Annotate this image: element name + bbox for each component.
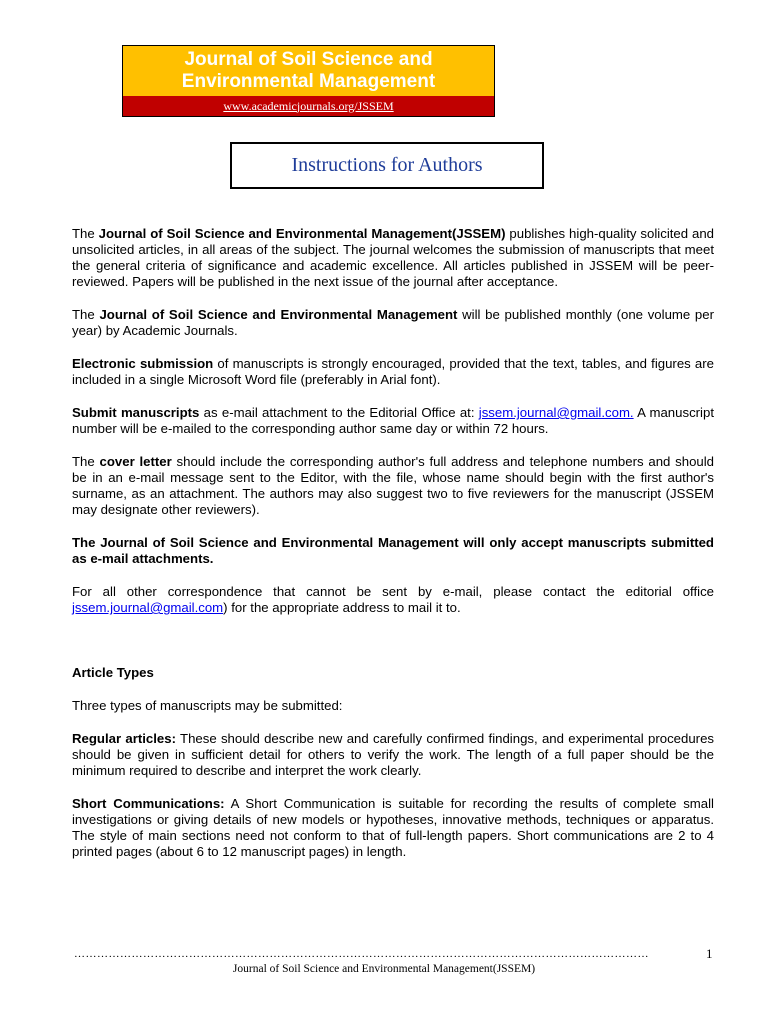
journal-title: Journal of Soil Science and Environmental Management xyxy=(123,46,494,96)
text: of manuscripts is strongly encouraged, provided that the text, tables, and figures are included in a single Microsoft Word file (preferably in Arial font). xyxy=(72,356,714,387)
email-link[interactable]: jssem.journal@gmail.com. xyxy=(478,405,634,420)
footer-rule: …………………………………………………………………………………………………………………………………… xyxy=(74,948,649,960)
text: For all other correspondence that cannot be sent by e-mail, please contact the editorial office xyxy=(72,584,714,599)
paragraph-intro xyxy=(72,226,714,290)
bold-text: Regular articles: xyxy=(72,731,176,746)
bold-text: Short Communications: xyxy=(72,796,225,811)
paragraph-publication xyxy=(72,307,714,339)
footer-journal-name: Journal of Soil Science and Environmental Management(JSSEM) xyxy=(232,963,536,975)
email-link[interactable]: jssem.journal@gmail.com xyxy=(72,600,224,615)
text: A manuscript number will be e-mailed to the corresponding author same day or within 72 hours. xyxy=(72,405,714,436)
bold-text: The Journal of Soil Science and Environmental Management will only accept manuscripts submitted as e-mail attachments. xyxy=(72,535,714,566)
journal-url-link[interactable]: www.academicjournals.org/JSSEM xyxy=(223,98,394,113)
paragraph-submit-manuscripts xyxy=(72,405,714,437)
paragraph-cover-letter xyxy=(72,454,714,518)
bold-text: Journal of Soil Science and Environmental Management xyxy=(99,307,458,322)
document-body xyxy=(72,226,714,877)
paragraph-email-only xyxy=(72,535,714,567)
bold-text: Journal of Soil Science and Environmental Management(JSSEM) xyxy=(98,226,506,241)
text: The xyxy=(72,226,99,241)
paragraph-electronic-submission xyxy=(72,356,714,388)
text: should include the corresponding author's full address and telephone numbers and should be in an e-mail message sent to the Editor, with the file, whose name should begin with the first author's surname, as an attachment. The authors may also suggest two to five reviewers for the manuscript (JSSEM may designate other reviewers). xyxy=(72,454,714,517)
text: will be published monthly (one volume per year) by Academic Journals. xyxy=(72,307,714,338)
instructions-title-box xyxy=(230,142,544,189)
text: A Short Communication is suitable for recording the results of complete small investigations or giving details of new models or hypotheses, innovative methods, techniques or apparatus. The style of main sections need not conform to that of full-length papers. Short communications are 2 to 4 printed pages (about 6 to 12 manuscript pages) in length. xyxy=(72,796,714,859)
text: These should describe new and carefully confirmed findings, and experimental procedures should be given in sufficient detail for others to verify the work. The length of a full paper should be the minimum required to describe and interpret the work clearly. xyxy=(72,731,714,778)
journal-url-bar xyxy=(123,96,494,116)
paragraph-article-types-intro: Three types of manuscripts may be submitted: xyxy=(72,698,343,713)
text: The xyxy=(72,307,100,322)
journal-banner xyxy=(122,45,495,117)
paragraph-short-communications xyxy=(72,796,714,860)
bold-text: cover letter xyxy=(99,454,172,469)
text: publishes high-quality solicited and unsolicited articles, in all areas of the subject. The journal welcomes the submission of manuscripts that meet the general criteria of significance and academic excellence. All articles published in JSSEM will be peer-reviewed. Papers will be published in the next issue of the journal after acceptance. xyxy=(72,226,715,289)
paragraph-regular-articles xyxy=(72,731,714,779)
text: as e-mail attachment to the Editorial Office at: xyxy=(199,405,479,420)
instructions-title: Instructions for Authors xyxy=(291,154,483,176)
bold-text: Submit manuscripts xyxy=(72,405,200,420)
text: The xyxy=(72,454,100,469)
section-heading-article-types: Article Types xyxy=(72,665,154,680)
text: ) for the appropriate address to mail it to. xyxy=(223,600,461,615)
bold-text: Electronic submission xyxy=(72,356,214,371)
spacer xyxy=(72,633,714,665)
paragraph-correspondence xyxy=(72,584,714,616)
page-number: 1 xyxy=(706,946,713,961)
